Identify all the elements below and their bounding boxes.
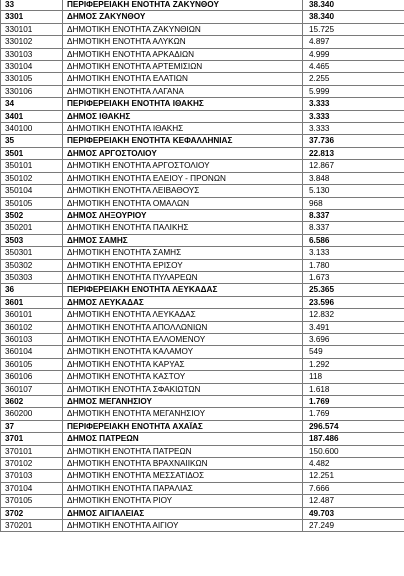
code-cell: 350302 xyxy=(1,259,63,271)
code-cell: 3701 xyxy=(1,433,63,445)
table-row xyxy=(1,61,404,73)
population-cell: 5.999 xyxy=(303,85,404,97)
name-cell: ΔΗΜΟΣ ΛΗΞΟΥΡΙΟΥ xyxy=(63,209,303,221)
code-cell: 3702 xyxy=(1,507,63,519)
table-row xyxy=(1,383,404,395)
code-cell: 3601 xyxy=(1,296,63,308)
table-row xyxy=(1,495,404,507)
code-cell: 3602 xyxy=(1,396,63,408)
code-cell: 360106 xyxy=(1,371,63,383)
name-cell: ΔΗΜΟΤΙΚΗ ΕΝΟΤΗΤΑ ΟΜΑΛΩΝ xyxy=(63,197,303,209)
population-cell: 118 xyxy=(303,371,404,383)
population-cell: 49.703 xyxy=(303,507,404,519)
code-cell: 350101 xyxy=(1,160,63,172)
name-cell: ΔΗΜΟΤΙΚΗ ΕΝΟΤΗΤΑ ΕΡΙΣΟΥ xyxy=(63,259,303,271)
name-cell: ΔΗΜΟΤΙΚΗ ΕΝΟΤΗΤΑ ΛΕΥΚΑΔΑΣ xyxy=(63,309,303,321)
table-row xyxy=(1,36,404,48)
code-cell: 360200 xyxy=(1,408,63,420)
table-row xyxy=(1,73,404,85)
code-cell: 370101 xyxy=(1,445,63,457)
code-cell: 34 xyxy=(1,98,63,110)
code-cell: 330102 xyxy=(1,36,63,48)
code-cell: 3501 xyxy=(1,147,63,159)
name-cell: ΔΗΜΟΤΙΚΗ ΕΝΟΤΗΤΑ ΑΠΟΛΛΩΝΙΩΝ xyxy=(63,321,303,333)
table-row xyxy=(1,247,404,259)
table-row xyxy=(1,284,404,296)
name-cell: ΔΗΜΟΤΙΚΗ ΕΝΟΤΗΤΑ ΖΑΚΥΝΘΙΩΝ xyxy=(63,23,303,35)
code-cell: 36 xyxy=(1,284,63,296)
population-cell: 12.867 xyxy=(303,160,404,172)
population-cell: 3.133 xyxy=(303,247,404,259)
table-row xyxy=(1,234,404,246)
name-cell: ΠΕΡΙΦΕΡΕΙΑΚΗ ΕΝΟΤΗΤΑ ΖΑΚΥΝΘΟΥ xyxy=(63,0,303,11)
table-row xyxy=(1,482,404,494)
population-cell: 1.769 xyxy=(303,408,404,420)
population-cell: 15.725 xyxy=(303,23,404,35)
population-cell: 187.486 xyxy=(303,433,404,445)
table-row xyxy=(1,321,404,333)
name-cell: ΔΗΜΟΣ ΙΘΑΚΗΣ xyxy=(63,110,303,122)
code-cell: 350201 xyxy=(1,222,63,234)
name-cell: ΔΗΜΟΤΙΚΗ ΕΝΟΤΗΤΑ ΠΑΛΙΚΗΣ xyxy=(63,222,303,234)
table-row xyxy=(1,445,404,457)
population-cell: 1.673 xyxy=(303,271,404,283)
name-cell: ΔΗΜΟΣ ΣΑΜΗΣ xyxy=(63,234,303,246)
table-row xyxy=(1,23,404,35)
name-cell: ΔΗΜΟΣ ΜΕΓΑΝΗΣΙΟΥ xyxy=(63,396,303,408)
name-cell: ΔΗΜΟΤΙΚΗ ΕΝΟΤΗΤΑ ΛΑΓΑΝΑ xyxy=(63,85,303,97)
name-cell: ΔΗΜΟΤΙΚΗ ΕΝΟΤΗΤΑ ΜΕΓΑΝΗΣΙΟΥ xyxy=(63,408,303,420)
table-row xyxy=(1,197,404,209)
code-cell: 350105 xyxy=(1,197,63,209)
name-cell: ΔΗΜΟΤΙΚΗ ΕΝΟΤΗΤΑ ΠΑΤΡΕΩΝ xyxy=(63,445,303,457)
code-cell: 33 xyxy=(1,0,63,11)
table-row xyxy=(1,408,404,420)
code-cell: 370201 xyxy=(1,520,63,532)
population-cell: 12.487 xyxy=(303,495,404,507)
name-cell: ΔΗΜΟΤΙΚΗ ΕΝΟΤΗΤΑ ΑΡΤΕΜΙΣΙΩΝ xyxy=(63,61,303,73)
code-cell: 330101 xyxy=(1,23,63,35)
table-row xyxy=(1,296,404,308)
table-row xyxy=(1,185,404,197)
name-cell: ΠΕΡΙΦΕΡΕΙΑΚΗ ΕΝΟΤΗΤΑ ΚΕΦΑΛΛΗΝΙΑΣ xyxy=(63,135,303,147)
population-cell: 3.848 xyxy=(303,172,404,184)
population-cell: 7.666 xyxy=(303,482,404,494)
name-cell: ΠΕΡΙΦΕΡΕΙΑΚΗ ΕΝΟΤΗΤΑ ΑΧΑΪΑΣ xyxy=(63,420,303,432)
code-cell: 350303 xyxy=(1,271,63,283)
table-row xyxy=(1,135,404,147)
name-cell: ΔΗΜΟΤΙΚΗ ΕΝΟΤΗΤΑ ΠΑΡΑΛΙΑΣ xyxy=(63,482,303,494)
code-cell: 3502 xyxy=(1,209,63,221)
table-row xyxy=(1,98,404,110)
code-cell: 360107 xyxy=(1,383,63,395)
population-cell: 3.696 xyxy=(303,333,404,345)
name-cell: ΠΕΡΙΦΕΡΕΙΑΚΗ ΕΝΟΤΗΤΑ ΙΘΑΚΗΣ xyxy=(63,98,303,110)
code-cell: 330103 xyxy=(1,48,63,60)
code-cell: 360102 xyxy=(1,321,63,333)
population-cell: 27.249 xyxy=(303,520,404,532)
table-row xyxy=(1,358,404,370)
code-cell: 330104 xyxy=(1,61,63,73)
code-cell: 350102 xyxy=(1,172,63,184)
table-row xyxy=(1,172,404,184)
name-cell: ΔΗΜΟΤΙΚΗ ΕΝΟΤΗΤΑ ΣΦΑΚΙΩΤΩΝ xyxy=(63,383,303,395)
table-row xyxy=(1,11,404,23)
name-cell: ΔΗΜΟΤΙΚΗ ΕΝΟΤΗΤΑ ΠΥΛΑΡΕΩΝ xyxy=(63,271,303,283)
name-cell: ΔΗΜΟΣ ΑΙΓΙΑΛΕΙΑΣ xyxy=(63,507,303,519)
table-row xyxy=(1,396,404,408)
name-cell: ΔΗΜΟΤΙΚΗ ΕΝΟΤΗΤΑ ΡΙΟΥ xyxy=(63,495,303,507)
code-cell: 330105 xyxy=(1,73,63,85)
name-cell: ΔΗΜΟΤΙΚΗ ΕΝΟΤΗΤΑ ΚΑΣΤΟΥ xyxy=(63,371,303,383)
population-cell: 150.600 xyxy=(303,445,404,457)
population-cell: 968 xyxy=(303,197,404,209)
population-cell: 37.736 xyxy=(303,135,404,147)
population-cell: 296.574 xyxy=(303,420,404,432)
population-cell: 3.491 xyxy=(303,321,404,333)
name-cell: ΔΗΜΟΤΙΚΗ ΕΝΟΤΗΤΑ ΚΑΡΥΑΣ xyxy=(63,358,303,370)
table-row xyxy=(1,309,404,321)
name-cell: ΔΗΜΟΤΙΚΗ ΕΝΟΤΗΤΑ ΕΛΑΤΙΩΝ xyxy=(63,73,303,85)
code-cell: 340100 xyxy=(1,123,63,135)
name-cell: ΠΕΡΙΦΕΡΕΙΑΚΗ ΕΝΟΤΗΤΑ ΛΕΥΚΑΔΑΣ xyxy=(63,284,303,296)
code-cell: 360104 xyxy=(1,346,63,358)
code-cell: 350104 xyxy=(1,185,63,197)
name-cell: ΔΗΜΟΤΙΚΗ ΕΝΟΤΗΤΑ ΕΛΕΙΟΥ - ΠΡΟΝΩΝ xyxy=(63,172,303,184)
table-row xyxy=(1,48,404,60)
population-cell: 3.333 xyxy=(303,110,404,122)
population-cell: 8.337 xyxy=(303,209,404,221)
code-cell: 3301 xyxy=(1,11,63,23)
table-row xyxy=(1,470,404,482)
name-cell: ΔΗΜΟΤΙΚΗ ΕΝΟΤΗΤΑ ΑΙΓΙΟΥ xyxy=(63,520,303,532)
population-cell: 2.255 xyxy=(303,73,404,85)
code-cell: 360105 xyxy=(1,358,63,370)
population-table-body xyxy=(1,0,404,532)
name-cell: ΔΗΜΟΤΙΚΗ ΕΝΟΤΗΤΑ ΛΕΙΒΑΘΟΥΣ xyxy=(63,185,303,197)
population-cell: 1.769 xyxy=(303,396,404,408)
table-row xyxy=(1,85,404,97)
code-cell: 330106 xyxy=(1,85,63,97)
table-row xyxy=(1,420,404,432)
population-cell: 6.586 xyxy=(303,234,404,246)
code-cell: 370105 xyxy=(1,495,63,507)
table-row xyxy=(1,520,404,532)
code-cell: 370102 xyxy=(1,458,63,470)
population-cell: 4.482 xyxy=(303,458,404,470)
population-cell: 4.897 xyxy=(303,36,404,48)
name-cell: ΔΗΜΟΤΙΚΗ ΕΝΟΤΗΤΑ ΑΛΥΚΩΝ xyxy=(63,36,303,48)
name-cell: ΔΗΜΟΤΙΚΗ ΕΝΟΤΗΤΑ ΚΑΛΑΜΟΥ xyxy=(63,346,303,358)
population-cell: 38.340 xyxy=(303,0,404,11)
table-row xyxy=(1,160,404,172)
table-row xyxy=(1,147,404,159)
code-cell: 370104 xyxy=(1,482,63,494)
table-row xyxy=(1,0,404,11)
population-cell: 4.999 xyxy=(303,48,404,60)
name-cell: ΔΗΜΟΤΙΚΗ ΕΝΟΤΗΤΑ ΑΡΓΟΣΤΟΛΙΟΥ xyxy=(63,160,303,172)
table-row xyxy=(1,271,404,283)
population-cell: 38.340 xyxy=(303,11,404,23)
population-cell: 1.780 xyxy=(303,259,404,271)
population-cell: 22.813 xyxy=(303,147,404,159)
table-row xyxy=(1,433,404,445)
table-row xyxy=(1,110,404,122)
population-cell: 4.465 xyxy=(303,61,404,73)
code-cell: 350301 xyxy=(1,247,63,259)
population-cell: 12.251 xyxy=(303,470,404,482)
code-cell: 35 xyxy=(1,135,63,147)
name-cell: ΔΗΜΟΣ ΑΡΓΟΣΤΟΛΙΟΥ xyxy=(63,147,303,159)
code-cell: 3503 xyxy=(1,234,63,246)
name-cell: ΔΗΜΟΤΙΚΗ ΕΝΟΤΗΤΑ ΕΛΛΟΜΕΝΟΥ xyxy=(63,333,303,345)
population-cell: 23.596 xyxy=(303,296,404,308)
population-cell: 8.337 xyxy=(303,222,404,234)
table-row xyxy=(1,371,404,383)
name-cell: ΔΗΜΟΤΙΚΗ ΕΝΟΤΗΤΑ ΣΑΜΗΣ xyxy=(63,247,303,259)
table-row xyxy=(1,222,404,234)
table-row xyxy=(1,346,404,358)
table-row xyxy=(1,458,404,470)
population-cell: 3.333 xyxy=(303,123,404,135)
table-row xyxy=(1,209,404,221)
name-cell: ΔΗΜΟΤΙΚΗ ΕΝΟΤΗΤΑ ΜΕΣΣΑΤΙΔΟΣ xyxy=(63,470,303,482)
code-cell: 370103 xyxy=(1,470,63,482)
population-cell: 1.292 xyxy=(303,358,404,370)
code-cell: 37 xyxy=(1,420,63,432)
name-cell: ΔΗΜΟΤΙΚΗ ΕΝΟΤΗΤΑ ΑΡΚΑΔΙΩΝ xyxy=(63,48,303,60)
table-row xyxy=(1,333,404,345)
population-cell: 3.333 xyxy=(303,98,404,110)
code-cell: 360103 xyxy=(1,333,63,345)
population-cell: 12.832 xyxy=(303,309,404,321)
population-cell: 25.365 xyxy=(303,284,404,296)
code-cell: 360101 xyxy=(1,309,63,321)
table-row xyxy=(1,507,404,519)
table-row xyxy=(1,259,404,271)
name-cell: ΔΗΜΟΤΙΚΗ ΕΝΟΤΗΤΑ ΒΡΑΧΝΑΙΙΚΩΝ xyxy=(63,458,303,470)
population-cell: 1.618 xyxy=(303,383,404,395)
name-cell: ΔΗΜΟΣ ΠΑΤΡΕΩΝ xyxy=(63,433,303,445)
name-cell: ΔΗΜΟΣ ΛΕΥΚΑΔΑΣ xyxy=(63,296,303,308)
table-row xyxy=(1,123,404,135)
population-cell: 549 xyxy=(303,346,404,358)
code-cell: 3401 xyxy=(1,110,63,122)
population-cell: 5.130 xyxy=(303,185,404,197)
name-cell: ΔΗΜΟΣ ΖΑΚΥΝΘΟΥ xyxy=(63,11,303,23)
name-cell: ΔΗΜΟΤΙΚΗ ΕΝΟΤΗΤΑ ΙΘΑΚΗΣ xyxy=(63,123,303,135)
